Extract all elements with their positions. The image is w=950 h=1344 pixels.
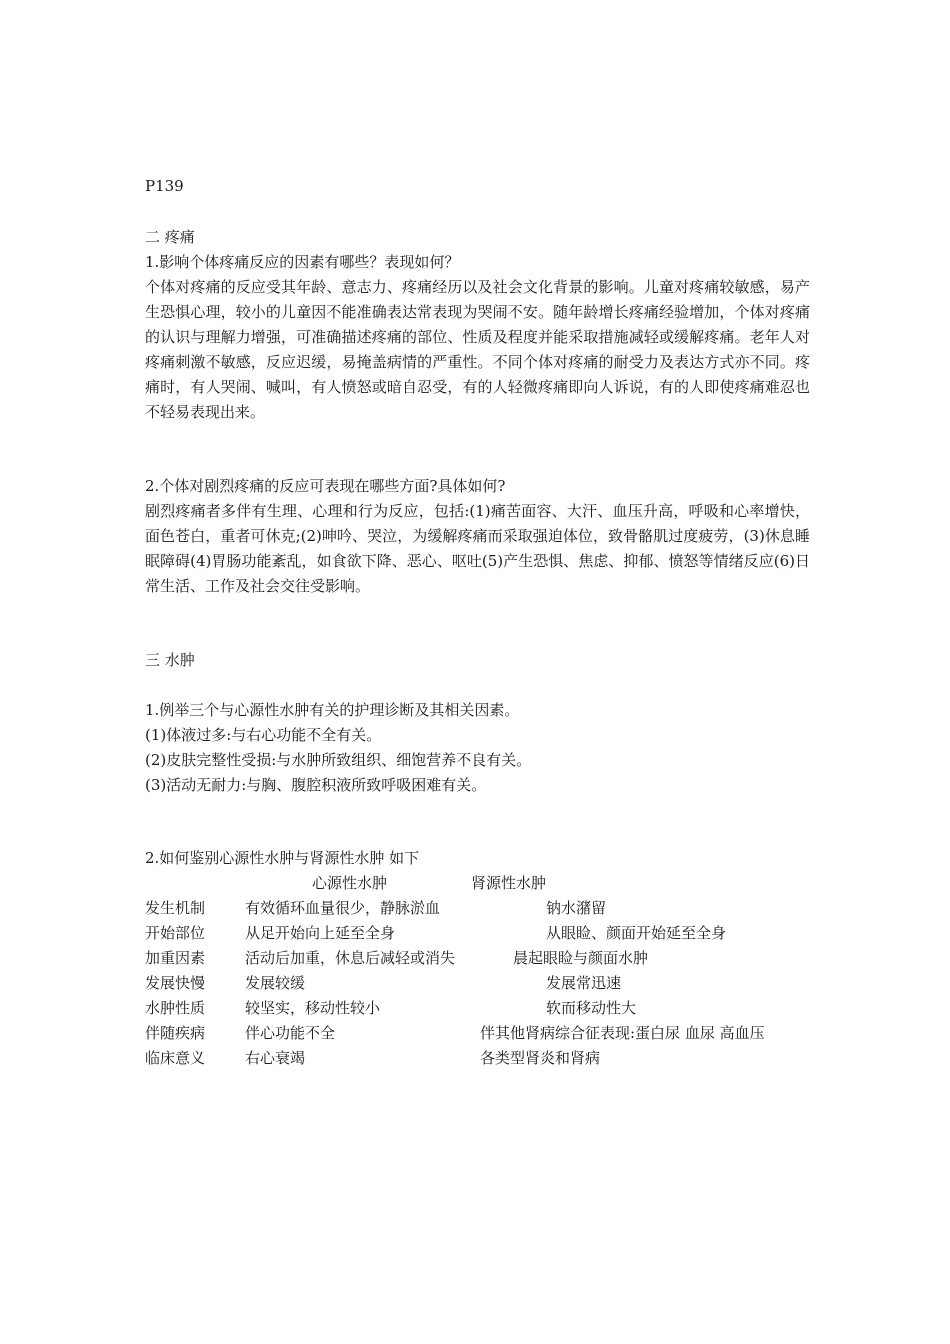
renal-cell: 钠水潴留 [546, 899, 607, 917]
cardiac-cell: 有效循环血量很少，静脉淤血 [245, 899, 441, 917]
row-label: 伴随疾病 [145, 1024, 206, 1042]
cardiac-cell: 较坚实，移动性较小 [245, 999, 381, 1017]
question-pain-factors: 1.影响个体疼痛反应的因素有哪些？表现如何？ [145, 253, 460, 271]
section-heading-edema: 三 水肿 [145, 651, 195, 669]
row-label: 临床意义 [145, 1049, 206, 1067]
renal-cell: 从眼睑、颜面开始延至全身 [546, 924, 727, 942]
row-label: 开始部位 [145, 924, 206, 942]
row-label: 加重因素 [145, 949, 206, 967]
section-heading-pain: 二 疼痛 [145, 228, 195, 246]
answer-severe-pain: 剧烈疼痛者多伴有生理、心理和行为反应，包括:(1)痛苦面容、大汗、血压升高，呼吸和心率增快，面色苍白，重者可休克;(2)呻吟、哭泣，为缓解疼痛而采取强迫体位，致骨骼肌过度疲劳，(3)休息睡眠障碍(4)胃肠功能紊乱，如食欲下降、恶心、呕吐(5)产生恐惧、焦虑、抑郁、愤怒等情绪反应(6)日常生活、工作及社会交往受影响。 [145, 502, 810, 595]
row-label: 水肿性质 [145, 999, 206, 1017]
question-severe-pain: 2.个体对剧烈疼痛的反应可表现在哪些方面?具体如何? [145, 477, 506, 495]
cardiac-cell: 右心衰竭 [245, 1049, 306, 1067]
answer-pain-factors: 个体对疼痛的反应受其年龄、意志力、疼痛经历以及社会文化背景的影响。儿童对疼痛较敏感，易产生恐惧心理，较小的儿童因不能准确表达常表现为哭闹不安。随年龄增长疼痛经验增加，个体对疼痛的认识与理解力增强，可准确描述疼痛的部位、性质及程度并能采取措施减轻或缓解疼痛。老年人对疼痛刺激不敏感，反应迟缓，易掩盖病情的严重性。不同个体对疼痛的耐受力及表达方式亦不同。疼痛时，有人哭闹、喊叫，有人愤怒或暗自忍受，有的人轻微疼痛即向人诉说，有的人即使疼痛难忍也不轻易表现出来。 [145, 278, 810, 421]
cardiac-cell: 从足开始向上延至全身 [245, 924, 396, 942]
renal-cell: 伴其他肾病综合征表现:蛋白尿 血尿 高血压 [480, 1024, 765, 1042]
table-header-cardiac: 心源性水肿 [312, 874, 388, 892]
table-header-renal: 肾源性水肿 [471, 874, 547, 892]
diagnosis-item: (2)皮肤完整性受损:与水肿所致组织、细饱营养不良有关。 [145, 751, 532, 769]
row-label: 发展快慢 [145, 974, 206, 992]
question-edema-comparison: 2.如何鉴别心源性水肿与肾源性水肿 如下 [145, 849, 420, 867]
cardiac-cell: 活动后加重，休息后减轻或消失 [245, 949, 456, 967]
diagnosis-item: (1)体液过多:与右心功能不全有关。 [145, 726, 382, 744]
renal-cell: 软而移动性大 [546, 999, 637, 1017]
cardiac-cell: 发展较缓 [245, 974, 306, 992]
question-nursing-diagnoses: 1.例举三个与心源性水肿有关的护理诊断及其相关因素。 [145, 701, 520, 719]
page-reference: P139 [145, 177, 184, 195]
renal-cell: 各类型肾炎和肾病 [480, 1049, 601, 1067]
cardiac-cell: 伴心功能不全 [245, 1024, 336, 1042]
row-label: 发生机制 [145, 899, 206, 917]
renal-cell: 晨起眼睑与颜面水肿 [513, 949, 649, 967]
renal-cell: 发展常迅速 [546, 974, 622, 992]
diagnosis-item: (3)活动无耐力:与胸、腹腔积液所致呼吸困难有关。 [145, 776, 487, 794]
